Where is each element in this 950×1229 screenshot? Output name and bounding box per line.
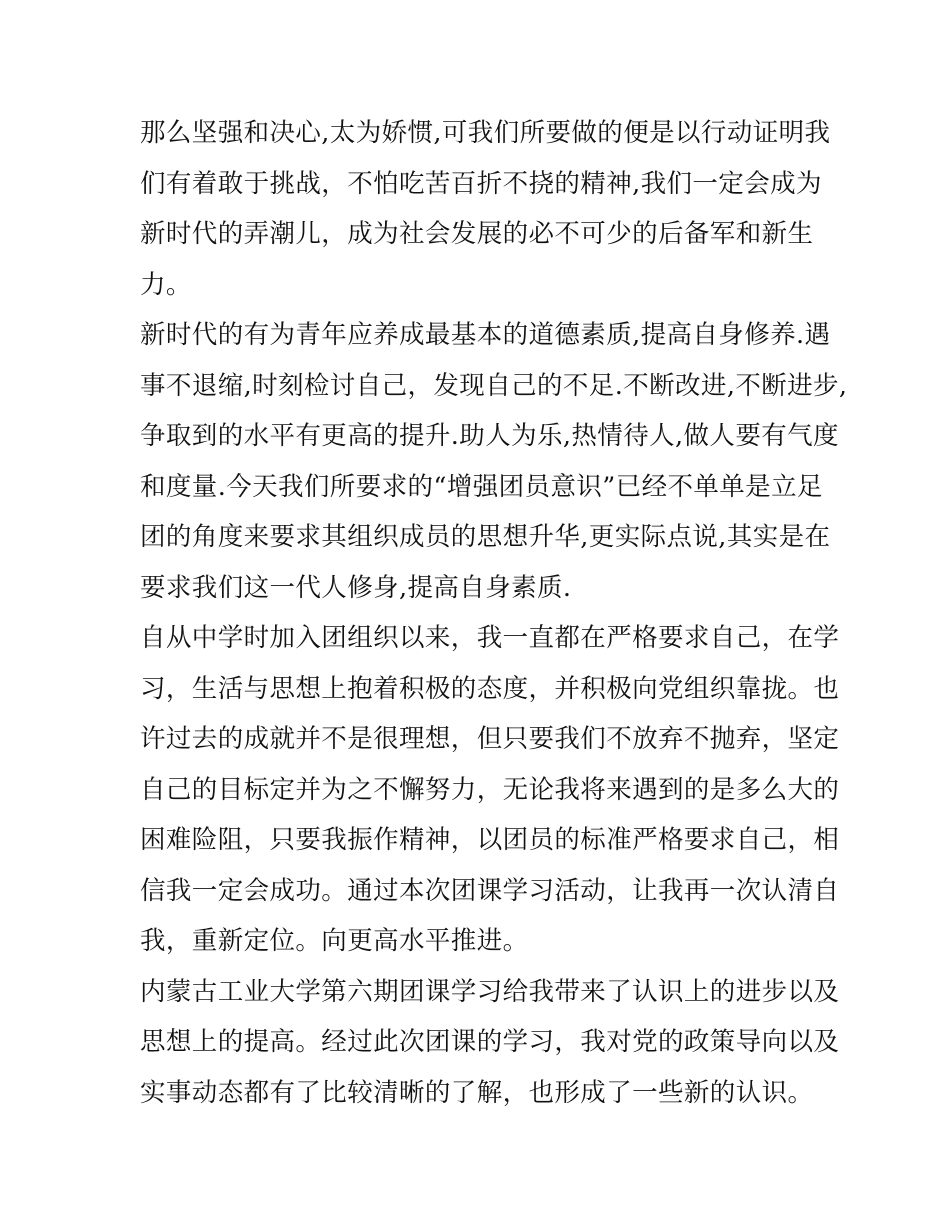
text-line: 我，重新定位。向更高水平推进。 [140,926,529,956]
paragraph-2 [140,310,848,613]
text-line: 新时代的有为青年应养成最基本的道德素质,提高自身修养.遇 [140,320,831,350]
text-line: 团的角度来要求其组织成员的思想升华,更实际点说,其实是在 [140,522,831,552]
text-line: 力。 [140,269,192,300]
paragraph-4 [140,967,840,1119]
text-line: 争取到的水平有更高的提升.助人为乐,热情待人,做人要有气度 [140,421,839,451]
text-line: 自己的目标定并为之不懈努力，无论我将来遇到的是多么大的 [140,774,840,805]
text-line: 自从中学时加入团组织以来，我一直都在严格要求自己，在学 [140,623,840,653]
text-line: 新时代的弄潮儿，成为社会发展的必不可少的后备军和新生 [140,219,814,249]
text-line: 内蒙古工业大学第六期团课学习给我带来了认识上的进步以及 [140,976,840,1007]
text-line: 们有着敢于挑战，不怕吃苦百折不挠的精神,我们一定会成为 [140,168,822,199]
text-line: 实事动态都有了比较清晰的了解，也形成了一些新的认识。 [140,1077,814,1108]
text-line: 事不退缩,时刻检讨自己，发现自己的不足.不断改进,不断进步, [140,370,848,401]
text-line: 和度量.今天我们所要求的“增强团员意识”已经不单单是立足 [140,471,823,502]
text-line: 要求我们这一代人修身,提高自身素质. [140,572,572,603]
document-body [140,108,848,1118]
text-line: 许过去的成就并不是很理想，但只要我们不放弃不抛弃，坚定 [140,724,840,754]
text-line: 思想上的提高。经过此次团课的学习，我对党的政策导向以及 [140,1027,840,1057]
text-line: 那么坚强和决心,太为娇惯,可我们所要做的便是以行动证明我 [140,118,831,148]
text-line: 信我一定会成功。通过本次团课学习活动，让我再一次认清自 [140,875,840,906]
text-line: 困难险阻，只要我振作精神，以团员的标准严格要求自己，相 [140,825,840,855]
text-line: 习，生活与思想上抱着积极的态度，并积极向党组织靠拢。也 [140,673,840,704]
paragraph-1 [140,108,831,310]
paragraph-3 [140,613,840,967]
